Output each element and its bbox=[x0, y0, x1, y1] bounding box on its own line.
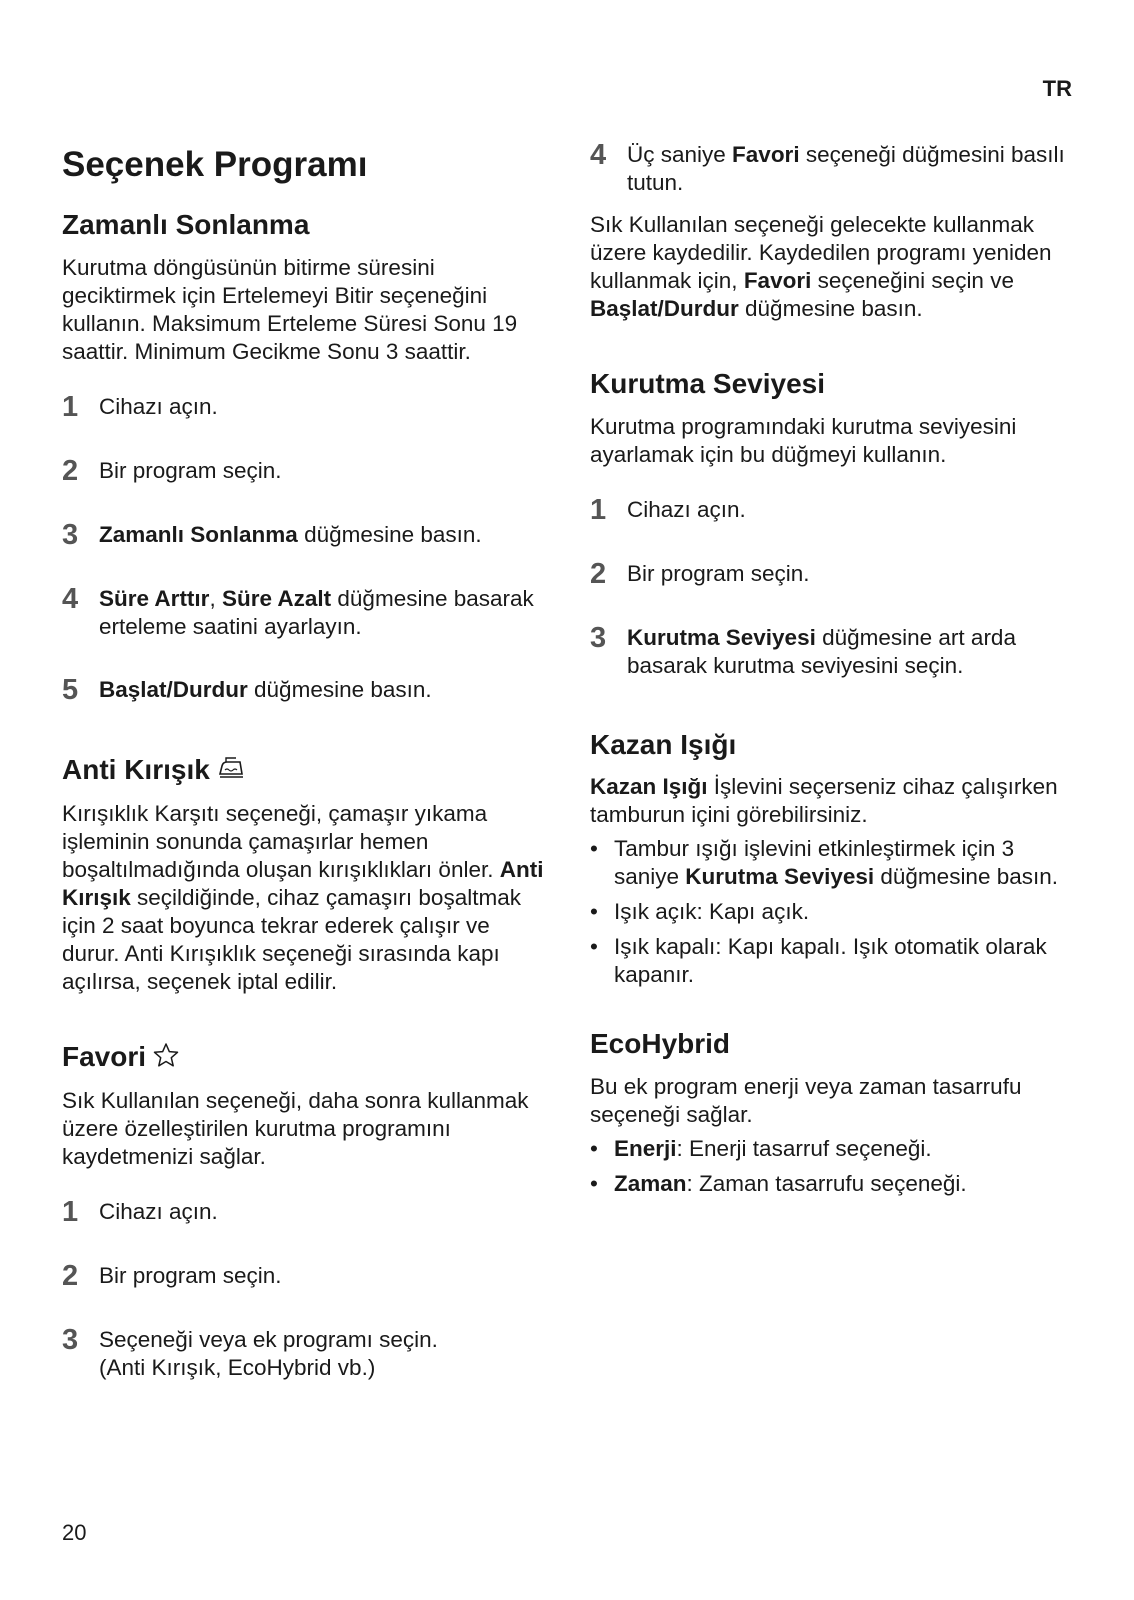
intro-text: İşlevini seçerseniz cihaz çalışırken tamburun içini görebilirsiniz. bbox=[590, 774, 1058, 828]
section-heading: EcoHybrid bbox=[590, 1028, 731, 1060]
step-text bbox=[99, 1325, 438, 1382]
section-zamanli-sonlanma bbox=[62, 208, 552, 705]
section-favori-continued bbox=[590, 140, 1080, 323]
heading-text: Anti Kırışık bbox=[62, 753, 210, 785]
step-text-rest: düğmesine basın. bbox=[247, 676, 432, 702]
step-text: Bir program seçin. bbox=[99, 1263, 282, 1289]
step-number: 2 bbox=[62, 1260, 79, 1293]
option-name: Anti Kırışık bbox=[62, 857, 544, 910]
step-number: 1 bbox=[62, 1196, 79, 1229]
step-4 bbox=[62, 584, 552, 641]
list-item-text-rest: : Enerji tasarruf seçeneği. bbox=[676, 1135, 932, 1161]
step-1 bbox=[62, 392, 552, 422]
button-name: Favori bbox=[732, 142, 800, 167]
section-heading: Zamanlı Sonlanma bbox=[62, 209, 310, 240]
body-text-2: seçildiğinde, cihaz çamaşırı boşaltmak için 2 saat boyunca tekrar ederek çalışır ve durur. Anti Kırışıklık seçeneği sırasında kapı açılırsa, seçenek iptal edilir. bbox=[62, 885, 521, 994]
step-text: Bir program seçin. bbox=[627, 560, 810, 586]
body-text-3: düğmesine basın. bbox=[738, 296, 923, 321]
mode-name: Enerji bbox=[614, 1135, 677, 1161]
bullet-list bbox=[590, 1135, 1080, 1198]
page-title: Seçenek Programı bbox=[62, 145, 368, 184]
section-ecohybrid bbox=[590, 1027, 1080, 1198]
section-intro: Bu ek program enerji veya zaman tasarrufu seçeneği sağlar. bbox=[590, 1073, 1022, 1127]
list-item-text: Işık kapalı: Kapı kapalı. Işık otomatik olarak kapanır. bbox=[614, 934, 1047, 988]
step-number: 1 bbox=[62, 390, 79, 423]
step-text-pre: Üç saniye bbox=[627, 142, 733, 167]
separator: , bbox=[209, 585, 222, 611]
section-intro bbox=[590, 773, 1080, 829]
step-1 bbox=[590, 495, 1080, 525]
step-number: 2 bbox=[590, 557, 607, 590]
step-text bbox=[99, 675, 432, 704]
bullet-icon: • bbox=[590, 836, 598, 862]
list-item-text-rest: düğmesine basın. bbox=[874, 864, 1059, 890]
list-item bbox=[590, 933, 1080, 989]
list-item-text: Işık açık: Kapı açık. bbox=[614, 899, 810, 925]
mode-name: Zaman bbox=[614, 1170, 687, 1196]
section-kazan-isigi bbox=[590, 728, 1080, 990]
right-column bbox=[590, 140, 1080, 1205]
section-heading bbox=[62, 753, 552, 788]
step-text bbox=[627, 140, 1080, 197]
bullet-icon: • bbox=[590, 1135, 598, 1161]
section-favori bbox=[62, 1040, 552, 1382]
step-number: 4 bbox=[62, 582, 79, 615]
section-intro: Sık Kullanılan seçeneği, daha sonra kullanmak üzere özelleştirilen kurutma programını kaydetmenizi sağlar. bbox=[62, 1088, 529, 1170]
button-name: Kurutma Seviyesi bbox=[627, 624, 816, 650]
section-anti-kirisik bbox=[62, 753, 552, 996]
heading-text: Favori bbox=[62, 1041, 147, 1072]
body-text-1: Sık Kullanılan seçeneği gelecekte kullanmak üzere kaydedilir. Kaydedilen programı yeniden kullanmak için, bbox=[590, 212, 1052, 293]
step-text-rest: düğmesine basın. bbox=[297, 521, 482, 547]
page-number: 20 bbox=[62, 1520, 87, 1545]
step-text: Cihazı açın. bbox=[99, 1199, 218, 1225]
step-text-rest: düğmesine art arda basarak kurutma seviyesini seçin. bbox=[627, 624, 1016, 678]
list-item-text bbox=[614, 1135, 932, 1163]
function-name: Kazan Işığı bbox=[590, 774, 708, 800]
section-heading: Kurutma Seviyesi bbox=[590, 368, 825, 399]
button-name: Süre Azalt bbox=[221, 585, 332, 611]
step-2 bbox=[62, 456, 552, 486]
step-number: 2 bbox=[62, 454, 79, 487]
section-body bbox=[590, 211, 1080, 323]
step-3 bbox=[590, 623, 1080, 680]
step-number: 3 bbox=[590, 621, 607, 654]
list-item-text bbox=[614, 1170, 967, 1198]
section-heading bbox=[62, 1040, 552, 1075]
button-name: Başlat/Durdur bbox=[99, 676, 248, 702]
step-1 bbox=[62, 1197, 552, 1227]
step-2 bbox=[62, 1261, 552, 1291]
step-text-line1: Seçeneği veya ek programı seçin. bbox=[99, 1327, 438, 1353]
step-4 bbox=[590, 140, 1080, 197]
step-text-rest: seçeneği düğmesini basılı tutun. bbox=[627, 142, 1065, 195]
section-kurutma-seviyesi bbox=[590, 367, 1080, 680]
step-text-rest: düğmesine basarak erteleme saatini ayarlayın. bbox=[99, 585, 534, 639]
section-body bbox=[62, 800, 552, 996]
step-5 bbox=[62, 675, 552, 705]
step-text bbox=[627, 623, 1080, 680]
step-text bbox=[99, 520, 482, 549]
list-item bbox=[590, 898, 1080, 926]
star-icon bbox=[152, 1042, 180, 1076]
step-2 bbox=[590, 559, 1080, 589]
list-item bbox=[590, 835, 1080, 891]
body-text-2: seçeneğini seçin ve bbox=[811, 268, 1014, 293]
left-column bbox=[62, 140, 552, 1382]
list-item-text-rest: : Zaman tasarrufu seçeneği. bbox=[686, 1170, 967, 1196]
button-name: Zamanlı Sonlanma bbox=[99, 521, 298, 547]
iron-icon bbox=[216, 754, 246, 788]
section-intro: Kurutma programındaki kurutma seviyesini ayarlamak için bu düğmeyi kullanın. bbox=[590, 413, 1017, 467]
step-number: 5 bbox=[62, 673, 79, 706]
list-item-text-pre: Tambur ışığı işlevini etkinleştirmek için 3 saniye bbox=[614, 836, 1015, 890]
button-name: Süre Arttır bbox=[99, 585, 210, 611]
bullet-icon: • bbox=[590, 934, 598, 960]
list-item bbox=[590, 1135, 1080, 1163]
list-item bbox=[590, 1170, 1080, 1198]
bullet-icon: • bbox=[590, 1170, 598, 1196]
section-heading: Kazan Işığı bbox=[590, 728, 737, 760]
language-label: TR bbox=[1042, 76, 1072, 101]
step-number: 1 bbox=[590, 493, 607, 526]
section-intro: Kurutma döngüsünün bitirme süresini geciktirmek için Ertelemeyi Bitir seçeneğini kullanın. Maksimum Erteleme Süresi Sonu 19 saattir. Minimum Gecikme Sonu 3 saattir. bbox=[62, 254, 518, 364]
option-name: Favori bbox=[743, 268, 812, 293]
step-number: 4 bbox=[590, 139, 607, 171]
body-text-1: Kırışıklık Karşıtı seçeneği, çamaşır yıkama işleminin sonunda çamaşırlar hemen boşaltılmadığında oluşan kırışıklıkları önler. bbox=[62, 801, 494, 882]
button-name: Kurutma Seviyesi bbox=[685, 864, 875, 890]
step-number: 3 bbox=[62, 1324, 79, 1357]
bullet-icon: • bbox=[590, 899, 598, 925]
step-text: Bir program seçin. bbox=[99, 457, 282, 483]
button-name: Başlat/Durdur bbox=[590, 296, 739, 321]
step-text: Cihazı açın. bbox=[99, 393, 218, 419]
step-3 bbox=[62, 520, 552, 550]
step-number: 3 bbox=[62, 518, 79, 551]
step-text bbox=[99, 584, 552, 641]
step-3 bbox=[62, 1325, 552, 1382]
step-text-line2: (Anti Kırışık, EcoHybrid vb.) bbox=[99, 1355, 376, 1381]
step-text: Cihazı açın. bbox=[627, 496, 746, 522]
list-item-text bbox=[614, 835, 1080, 891]
bullet-list bbox=[590, 835, 1080, 989]
